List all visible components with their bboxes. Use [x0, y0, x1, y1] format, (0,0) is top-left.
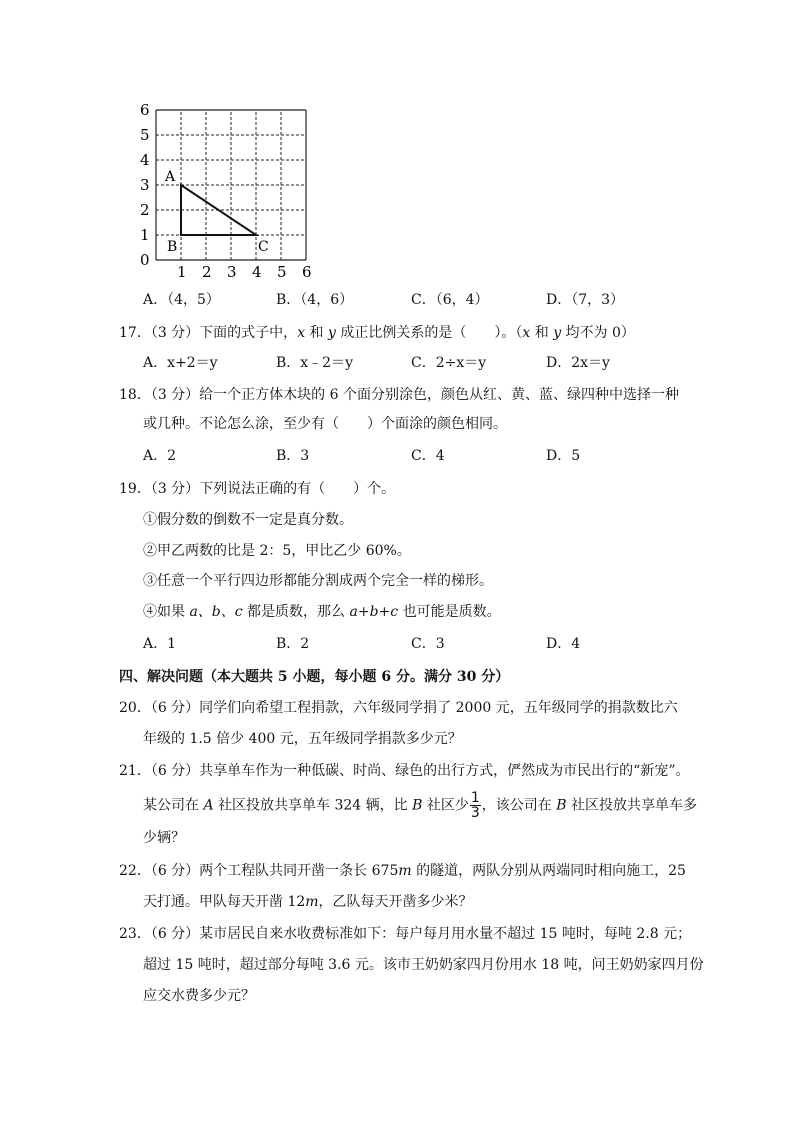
q18-option-b[interactable]: B．3	[276, 448, 310, 464]
q16-option-a[interactable]: A．（4，5）	[143, 292, 220, 308]
axis-tick-labels	[140, 101, 312, 281]
q21-text: ，该公司在	[481, 797, 557, 814]
coordinate-grid-figure	[128, 100, 328, 282]
question-20-line-2: 年级的 1.5 倍少 400 元，五年级同学捐款多少元？	[143, 731, 462, 747]
fraction-one-third	[470, 791, 481, 820]
q20-number: 20．	[119, 700, 151, 716]
fraction-numerator: 1	[470, 790, 480, 806]
x-tick-label: 4	[252, 263, 262, 281]
y-tick-label: 0	[140, 251, 150, 269]
q19-statement-2: ②甲乙两数的比是 2：5，甲比乙少 60%。	[143, 543, 411, 559]
q19-option-d[interactable]: D．4	[546, 636, 581, 652]
q19-text: 都是质数，那么	[242, 604, 350, 620]
y-tick-label: 1	[140, 226, 150, 244]
point-label-c: C	[258, 239, 269, 255]
y-tick-label: 5	[140, 126, 150, 144]
unit-m: m	[305, 894, 319, 910]
q17-text: 成正比例关系的是（ ）。（	[335, 325, 523, 341]
q17-text: 和	[530, 325, 554, 341]
x-tick-label: 5	[277, 263, 287, 281]
q19-text: 也可能是质数。	[398, 604, 501, 620]
point-label-b: B	[167, 239, 178, 255]
var-y: y	[328, 325, 336, 341]
q17-option-c[interactable]: C．2÷x＝y	[411, 355, 487, 371]
question-17	[119, 323, 635, 343]
q17-option-b[interactable]: B．x﹣2＝y	[276, 355, 353, 371]
q21-number: 21．	[119, 763, 151, 779]
q19-option-c[interactable]: C．3	[411, 636, 445, 652]
q21-text: 社区投放共享单车 324 辆，比	[213, 797, 413, 814]
grid-lines	[156, 110, 306, 260]
question-19	[119, 479, 395, 499]
var-a: A	[203, 797, 214, 814]
fraction-denominator: 3	[470, 805, 480, 821]
q17-text: 和	[305, 325, 328, 341]
q16-option-b[interactable]: B．（4，6）	[276, 292, 354, 308]
q18-option-a[interactable]: A．2	[143, 448, 177, 464]
q18-option-c[interactable]: C．4	[411, 448, 445, 464]
question-21-line-3: 少辆？	[143, 830, 185, 846]
q16-option-c[interactable]: C．（6，4）	[411, 292, 489, 308]
y-tick-label: 3	[140, 176, 150, 194]
q18-option-d[interactable]: D．5	[546, 448, 581, 464]
var-x: x	[522, 325, 531, 341]
var-b: B	[556, 797, 567, 814]
q22-text: 的隧道，两队分别从两端同时相向施工，25	[411, 863, 686, 879]
y-tick-label: 4	[140, 151, 150, 169]
q20-text: （6 分）同学们向希望工程捐款，六年级同学捐了 2000 元，五年级同学的捐款数比六	[150, 700, 678, 716]
var-y: y	[553, 325, 562, 341]
q17-text: （3 分）下面的式子中，	[150, 325, 298, 341]
q22-text: （6 分）两个工程队共同开凿一条长 675	[150, 863, 399, 879]
question-22-line-2	[143, 892, 473, 912]
q19-number: 19．	[119, 481, 151, 497]
x-tick-label: 2	[202, 263, 212, 281]
q22-number: 22．	[119, 863, 151, 879]
vars-abc: a、b、c	[189, 604, 243, 620]
var-x: x	[297, 325, 306, 341]
question-21-line-1	[119, 761, 690, 781]
expr-sum: a+b+c	[349, 604, 399, 620]
x-tick-label: 6	[302, 263, 312, 281]
question-20-line-1	[119, 698, 678, 718]
q16-option-d[interactable]: D．（7，3）	[546, 292, 625, 308]
question-21-line-2	[143, 791, 697, 820]
question-22-line-1	[119, 861, 686, 881]
unit-m: m	[398, 863, 412, 879]
q19-option-b[interactable]: B．2	[276, 636, 310, 652]
q21-text: 社区投放共享单车多	[566, 797, 697, 814]
q19-text: （3 分）下列说法正确的有（ ）个。	[150, 481, 396, 497]
q19-statement-1: ①假分数的倒数不一定是真分数。	[143, 512, 353, 528]
y-tick-label: 6	[140, 101, 150, 119]
section-4-heading: 四、解决问题（本大题共 5 小题，每小题 6 分。满分 30 分）	[119, 669, 510, 685]
q19-statement-3: ③任意一个平行四边形都能分割成两个完全一样的梯形。	[143, 573, 493, 589]
q17-option-d[interactable]: D．2x＝y	[546, 355, 610, 371]
q22-text: 天打通。甲队每天开凿 12	[143, 894, 306, 910]
q17-text: 均不为 0）	[561, 325, 635, 341]
q23-text: （6 分）某市居民自来水收费标准如下：每户每月用水量不超过 15 吨时，每吨 2.8 元；	[150, 926, 692, 942]
y-tick-label: 2	[140, 201, 150, 219]
question-18-line-1	[119, 385, 679, 405]
question-23-line-3: 应交水费多少元？	[143, 988, 255, 1004]
question-23-line-2: 超过 15 吨时，超过部分每吨 3.6 元。该市王奶奶家四月份用水 18 吨，问王奶奶家四月份	[143, 957, 704, 973]
x-tick-label: 3	[227, 263, 237, 281]
point-label-a: A	[165, 169, 176, 185]
q17-number: 17．	[119, 325, 151, 341]
q22-text: ，乙队每天开凿多少米？	[318, 894, 473, 910]
q19-statement-4	[143, 602, 501, 622]
q23-number: 23．	[119, 926, 151, 942]
var-b: B	[412, 797, 423, 814]
q19-text: ④如果	[143, 604, 190, 620]
q17-option-a[interactable]: A．x+2＝y	[143, 355, 218, 371]
q21-text: （6 分）共享单车作为一种低碳、时尚、绿色的出行方式，俨然成为市民出行的“新宠”。	[150, 763, 690, 779]
question-18-line-2: 或几种。不论怎么涂，至少有（ ）个面涂的颜色相同。	[143, 416, 507, 432]
q21-text: 某公司在	[143, 797, 204, 814]
q18-number: 18．	[119, 387, 151, 403]
q19-option-a[interactable]: A．1	[143, 636, 177, 652]
question-23-line-1	[119, 924, 691, 944]
x-tick-label: 1	[177, 263, 187, 281]
q18-text: （3 分）给一个正方体木块的 6 个面分别涂色，颜色从红、黄、蓝、绿四种中选择一种	[150, 387, 679, 403]
q21-text: 社区少	[422, 797, 469, 814]
